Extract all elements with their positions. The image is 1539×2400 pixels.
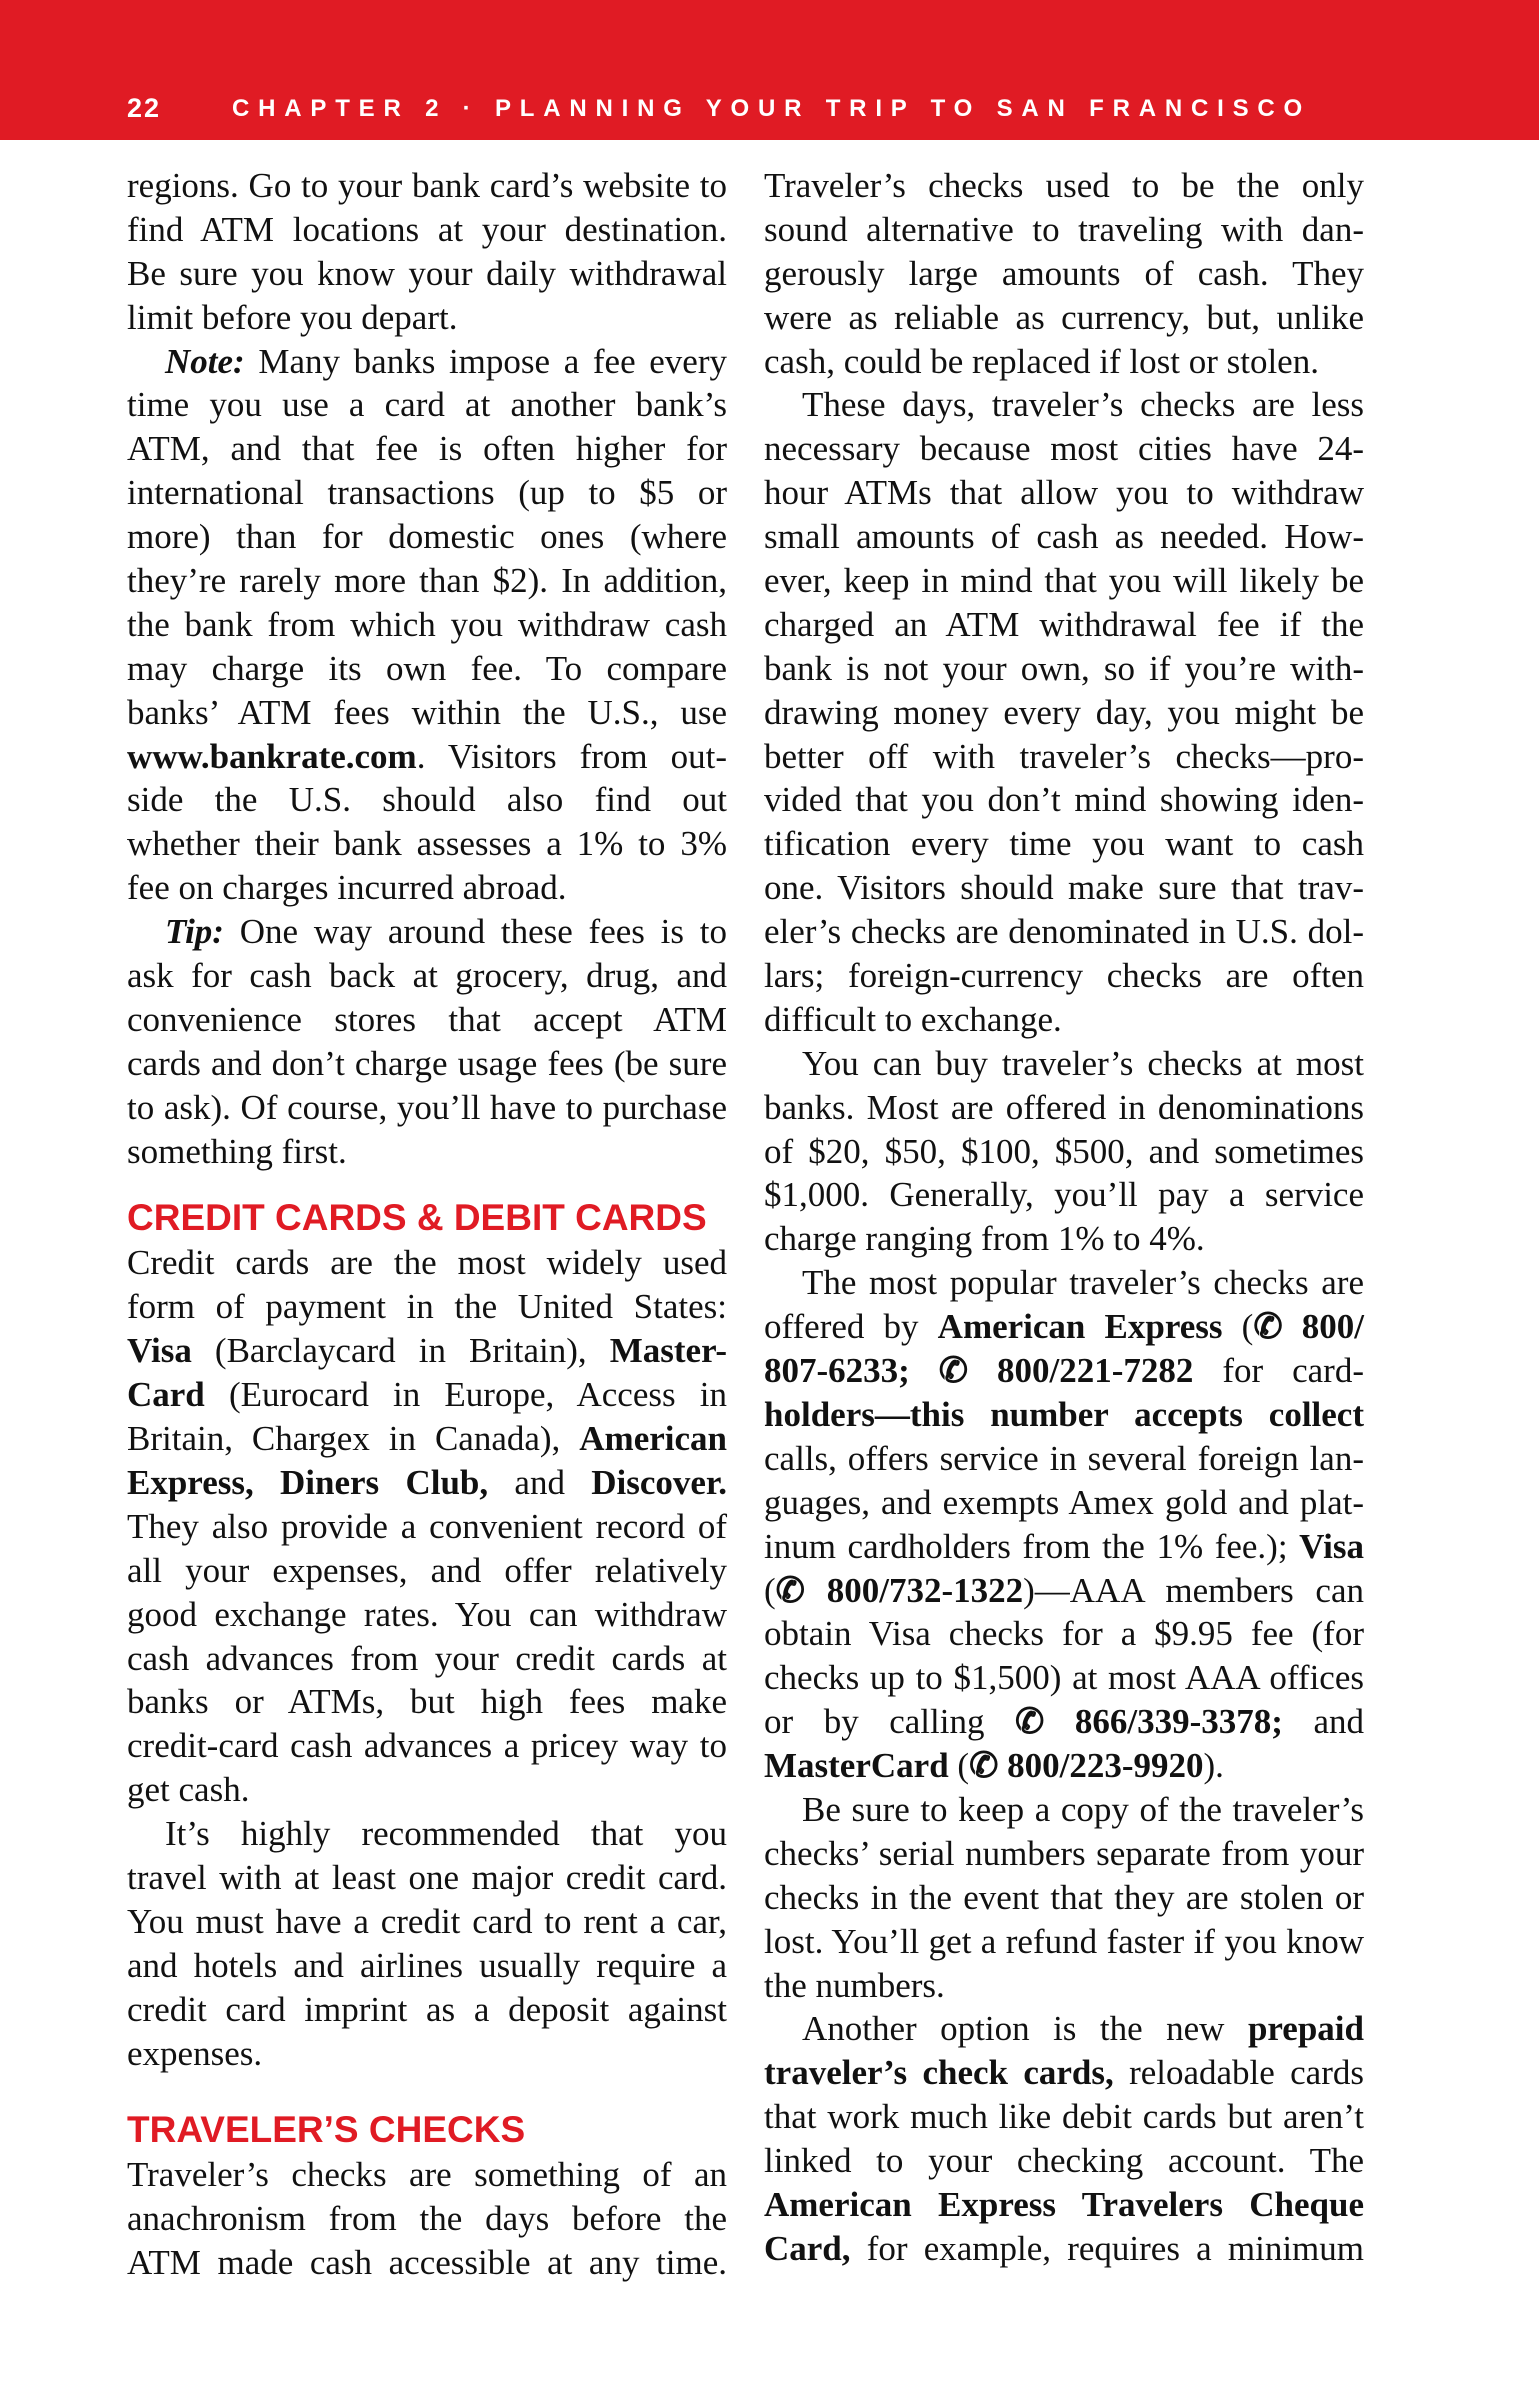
- text-segment: obtain Visa checks for a $9.95 fee (for: [764, 1614, 1364, 1654]
- text-line: [764, 822, 1364, 866]
- text-segment: Credit cards are the most widely used: [127, 1243, 727, 1283]
- text-line: [127, 998, 727, 1042]
- text-line: [764, 1876, 1364, 1920]
- text-line: [764, 1920, 1364, 1964]
- text-segment: expenses.: [127, 2033, 263, 2073]
- text-line: [764, 647, 1364, 691]
- text-segment: $1,000. Generally, you’ll pay a service: [764, 1175, 1364, 1215]
- text-segment: more) than for domestic ones (where: [127, 517, 727, 557]
- text-segment: ever, keep in mind that you will likely be: [764, 561, 1364, 601]
- text-segment: banks’ ATM fees within the U.S., use: [127, 692, 727, 732]
- text-segment: hour ATMs that allow you to withdraw: [764, 473, 1364, 513]
- text-segment: for card-: [1193, 1351, 1364, 1391]
- text-segment: and: [1282, 1702, 1364, 1742]
- text-line: [127, 559, 727, 603]
- text-segment: 800/223-9920: [998, 1746, 1204, 1786]
- text-line: [127, 252, 727, 296]
- text-line: [127, 1768, 727, 1812]
- text-line: [127, 1241, 727, 1285]
- text-line: [764, 1700, 1364, 1744]
- text-line: [764, 515, 1364, 559]
- text-segment: American Express: [937, 1307, 1223, 1347]
- text-segment: lost. You’ll get a refund faster if you know: [764, 1921, 1364, 1961]
- text-segment: limit before you depart.: [127, 297, 458, 337]
- text-line: [127, 2032, 727, 2076]
- text-line: [764, 1437, 1364, 1481]
- text-segment: bank is not your own, so if you’re with-: [764, 648, 1364, 688]
- text-segment: small amounts of cash as needed. How-: [764, 517, 1364, 557]
- text-segment: Another option is the new: [802, 2009, 1248, 2049]
- text-line: [127, 1593, 727, 1637]
- text-segment: whether their bank assesses a 1% to 3%: [127, 824, 727, 864]
- text-line: [127, 1130, 727, 1174]
- text-segment: checks up to $1,500) at most AAA offices: [764, 1658, 1364, 1698]
- text-line: [127, 1505, 727, 1549]
- text-segment: to ask). Of course, you’ll have to purchase: [127, 1087, 727, 1127]
- text-line: [764, 1525, 1364, 1569]
- text-line: [127, 515, 727, 559]
- text-segment: banks or ATMs, but high fees make: [127, 1682, 727, 1722]
- text-line: [764, 559, 1364, 603]
- text-line: [127, 691, 727, 735]
- text-segment: (Barclaycard in Britain),: [191, 1331, 610, 1371]
- text-segment: international transactions (up to $5 or: [127, 473, 727, 513]
- text-segment: find ATM locations at your destination.: [127, 209, 727, 249]
- text-line: [127, 296, 727, 340]
- text-segment: good exchange rates. You can withdraw: [127, 1594, 727, 1634]
- text-line: [127, 1086, 727, 1130]
- text-line: [127, 208, 727, 252]
- text-line: [127, 2153, 727, 2197]
- running-head: CHAPTER 2 · PLANNING YOUR TRIP TO SAN FRANCISCO: [232, 95, 1311, 122]
- text-segment: the bank from which you withdraw cash: [127, 604, 727, 644]
- text-line: [127, 647, 727, 691]
- text-segment: may charge its own fee. To compare: [127, 648, 727, 688]
- text-line: [764, 691, 1364, 735]
- right-column: [764, 164, 1364, 2271]
- text-line: [127, 954, 727, 998]
- text-segment: form of payment in the United States:: [127, 1287, 727, 1327]
- text-line: [764, 998, 1364, 1042]
- text-segment: charge ranging from 1% to 4%.: [764, 1219, 1205, 1259]
- text-line: [127, 1724, 727, 1768]
- text-segment: checks’ serial numbers separate from your: [764, 1833, 1364, 1873]
- text-line: [127, 1461, 727, 1505]
- text-line: [127, 866, 727, 910]
- text-line: [764, 1788, 1364, 1832]
- text-line: [127, 1812, 727, 1856]
- text-segment: traveler’s check cards,: [764, 2053, 1114, 2093]
- text-segment: convenience stores that accept ATM: [127, 999, 727, 1039]
- text-line: [127, 778, 727, 822]
- text-segment: prepaid: [1247, 2009, 1364, 2049]
- text-line: [764, 1349, 1364, 1393]
- text-segment: charged an ATM withdrawal fee if the: [764, 604, 1364, 644]
- text-line: [764, 2051, 1364, 2095]
- text-segment: of $20, $50, $100, $500, and sometimes: [764, 1131, 1364, 1171]
- text-segment: (: [764, 1570, 776, 1610]
- text-segment: MasterCard: [764, 1746, 949, 1786]
- text-line: [764, 208, 1364, 252]
- text-line: [127, 383, 727, 427]
- text-segment: Traveler’s checks used to be the only: [764, 166, 1364, 205]
- text-line: [764, 1612, 1364, 1656]
- text-line: [764, 1305, 1364, 1349]
- text-segment: Express, Diners Club,: [127, 1462, 489, 1502]
- text-segment: travel with at least one major credit card.: [127, 1857, 727, 1897]
- text-segment: )—AAA members can: [1023, 1570, 1364, 1610]
- text-segment: Be sure you know your daily withdrawal: [127, 253, 727, 293]
- text-segment: The most popular traveler’s checks are: [802, 1263, 1364, 1303]
- text-line: [764, 1832, 1364, 1876]
- text-segment: You must have a credit card to rent a car,: [127, 1901, 727, 1941]
- text-segment: linked to your checking account. The: [764, 2141, 1364, 2181]
- text-segment: get cash.: [127, 1770, 250, 1810]
- text-line: [764, 735, 1364, 779]
- text-segment: and: [488, 1462, 592, 1502]
- text-line: [764, 603, 1364, 647]
- text-line: [127, 1417, 727, 1461]
- text-segment: ATM, and that fee is often higher for: [127, 429, 727, 469]
- text-line: [127, 1988, 727, 2032]
- text-segment: 807-6233;: [764, 1351, 939, 1391]
- text-line: [127, 1373, 727, 1417]
- text-segment: cash, could be replaced if lost or stolen.: [764, 341, 1319, 381]
- text-segment: better off with traveler’s checks—pro-: [764, 736, 1364, 776]
- text-segment: Many banks impose a fee every: [244, 341, 727, 381]
- text-segment: gerously large amounts of cash. They: [764, 253, 1364, 293]
- text-segment: Traveler’s checks are something of an: [127, 2155, 727, 2195]
- text-segment: credit card imprint as a deposit against: [127, 1989, 727, 2029]
- text-line: [127, 603, 727, 647]
- text-segment: reloadable cards: [1113, 2053, 1364, 2093]
- text-segment: Note:: [165, 341, 245, 381]
- text-line: [764, 1173, 1364, 1217]
- text-line: [127, 2197, 727, 2241]
- text-line: [764, 2227, 1364, 2271]
- phone-icon: ✆: [1015, 1702, 1045, 1742]
- text-line: [764, 1393, 1364, 1437]
- text-line: [764, 164, 1364, 208]
- text-line: [127, 822, 727, 866]
- text-segment: the numbers.: [764, 1965, 945, 2005]
- phone-icon: ✆: [969, 1746, 999, 1786]
- text-line: [764, 910, 1364, 954]
- text-segment: tification every time you want to cash: [764, 824, 1364, 864]
- text-segment: They also provide a convenient record of: [127, 1506, 727, 1546]
- phone-icon: ✆: [1253, 1307, 1283, 1347]
- text-segment: Master-: [609, 1331, 727, 1371]
- text-line: [127, 1856, 727, 1900]
- text-segment: 800/: [1282, 1307, 1365, 1347]
- text-segment: 800/732-1322: [804, 1570, 1024, 1610]
- text-segment: (: [948, 1746, 970, 1786]
- text-line: [127, 910, 727, 954]
- text-line: [764, 383, 1364, 427]
- text-line: [764, 1656, 1364, 1700]
- text-line: [127, 1944, 727, 1988]
- text-line: [127, 2241, 727, 2285]
- text-segment: credit-card cash advances a pricey way to: [127, 1726, 727, 1766]
- text-segment: vided that you don’t mind showing iden-: [764, 780, 1364, 820]
- text-segment: American Express Travelers Cheque: [764, 2184, 1364, 2224]
- text-segment: eler’s checks are denominated in U.S. dol-: [764, 912, 1364, 952]
- text-line: [764, 1964, 1364, 2008]
- text-segment: Card,: [764, 2228, 851, 2268]
- text-segment: offered by: [764, 1307, 938, 1347]
- text-segment: lars; foreign-currency checks are often: [764, 956, 1364, 996]
- text-segment: sound alternative to traveling with dan-: [764, 209, 1364, 249]
- text-segment: that work much like debit cards but aren’t: [764, 2097, 1364, 2137]
- text-line: [764, 1217, 1364, 1261]
- text-segment: . Visitors from out-: [416, 736, 727, 776]
- text-line: [127, 1285, 727, 1329]
- text-segment: guages, and exempts Amex gold and plat-: [764, 1482, 1364, 1522]
- section-heading: CREDIT CARDS & DEBIT CARDS: [127, 1197, 707, 1239]
- text-line: [127, 1680, 727, 1724]
- text-segment: for example, requires a minimum: [850, 2228, 1364, 2268]
- text-segment: Card: [127, 1375, 205, 1415]
- text-segment: banks. Most are offered in denominations: [764, 1087, 1364, 1127]
- text-segment: or by calling: [764, 1702, 1016, 1742]
- text-line: [127, 164, 727, 208]
- text-line: [764, 1481, 1364, 1525]
- text-line: [127, 1637, 727, 1681]
- text-segment: www.bankrate.com: [127, 736, 417, 776]
- text-segment: they’re rarely more than $2). In addition,: [127, 561, 727, 601]
- text-segment: ask for cash back at grocery, drug, and: [127, 956, 727, 996]
- text-line: [764, 1744, 1364, 1788]
- left-column: [127, 164, 727, 2285]
- text-segment: Be sure to keep a copy of the traveler’s: [802, 1789, 1364, 1829]
- text-segment: One way around these fees is to: [223, 912, 727, 952]
- text-line: [764, 866, 1364, 910]
- text-line: [764, 954, 1364, 998]
- phone-icon: ✆: [775, 1570, 805, 1610]
- text-segment: You can buy traveler’s checks at most: [802, 1043, 1364, 1083]
- text-segment: (Eurocard in Europe, Access in: [204, 1375, 727, 1415]
- text-line: [764, 296, 1364, 340]
- text-line: [127, 471, 727, 515]
- text-line: [764, 2183, 1364, 2227]
- text-line: [127, 427, 727, 471]
- text-line: [127, 1549, 727, 1593]
- text-segment: fee on charges incurred abroad.: [127, 868, 567, 908]
- text-segment: necessary because most cities have 24-: [764, 429, 1364, 469]
- text-line: [764, 427, 1364, 471]
- page-number: 22: [127, 93, 162, 123]
- text-segment: inum cardholders from the 1% fee.);: [764, 1526, 1300, 1566]
- text-segment: 866/339-3378;: [1044, 1702, 1283, 1742]
- text-segment: one. Visitors should make sure that trav-: [764, 868, 1364, 908]
- text-line: [764, 1261, 1364, 1305]
- text-segment: American: [579, 1419, 727, 1459]
- text-segment: ).: [1203, 1746, 1224, 1786]
- text-segment: It’s highly recommended that you: [165, 1814, 727, 1854]
- text-line: [764, 2007, 1364, 2051]
- text-segment: cash advances from your credit cards at: [127, 1638, 727, 1678]
- text-segment: 800/221-7282: [968, 1351, 1194, 1391]
- text-segment: all your expenses, and offer relatively: [127, 1550, 727, 1590]
- text-segment: Visa: [1299, 1526, 1364, 1566]
- text-line: [764, 1130, 1364, 1174]
- text-segment: (: [1222, 1307, 1254, 1347]
- text-line: [127, 1329, 727, 1373]
- text-segment: anachronism from the days before the: [127, 2199, 727, 2239]
- text-segment: difficult to exchange.: [764, 999, 1062, 1039]
- text-segment: side the U.S. should also find out: [127, 780, 727, 820]
- text-segment: Visa: [127, 1331, 192, 1371]
- text-segment: something first.: [127, 1131, 347, 1171]
- text-line: [764, 1569, 1364, 1613]
- text-segment: drawing money every day, you might be: [764, 692, 1364, 732]
- text-line: [764, 471, 1364, 515]
- text-segment: ATM made cash accessible at any time.: [127, 2243, 727, 2283]
- text-line: [127, 735, 727, 779]
- text-segment: cards and don’t charge usage fees (be sure: [127, 1043, 727, 1083]
- text-segment: regions. Go to your bank card’s website to: [127, 166, 727, 205]
- text-segment: calls, offers service in several foreign lan-: [764, 1438, 1364, 1478]
- text-segment: Britain, Chargex in Canada),: [127, 1419, 580, 1459]
- text-segment: and hotels and airlines usually require a: [127, 1945, 727, 1985]
- text-segment: holders: [764, 1394, 875, 1434]
- text-segment: were as reliable as currency, but, unlike: [764, 297, 1364, 337]
- text-line: [127, 1900, 727, 1944]
- text-line: [764, 1086, 1364, 1130]
- text-segment: Tip:: [165, 912, 224, 952]
- text-line: [764, 778, 1364, 822]
- text-segment: —this number accepts collect: [874, 1394, 1364, 1434]
- text-line: [764, 2095, 1364, 2139]
- text-line: [127, 340, 727, 384]
- text-segment: Discover.: [591, 1462, 727, 1502]
- text-segment: checks in the event that they are stolen or: [764, 1877, 1364, 1917]
- section-heading: TRAVELER’S CHECKS: [127, 2109, 526, 2151]
- text-segment: time you use a card at another bank’s: [127, 385, 727, 425]
- text-line: [127, 1042, 727, 1086]
- text-line: [764, 252, 1364, 296]
- text-segment: These days, traveler’s checks are less: [802, 385, 1364, 425]
- text-line: [764, 2139, 1364, 2183]
- text-line: [764, 340, 1364, 384]
- text-line: [764, 1042, 1364, 1086]
- phone-icon: ✆: [938, 1351, 969, 1391]
